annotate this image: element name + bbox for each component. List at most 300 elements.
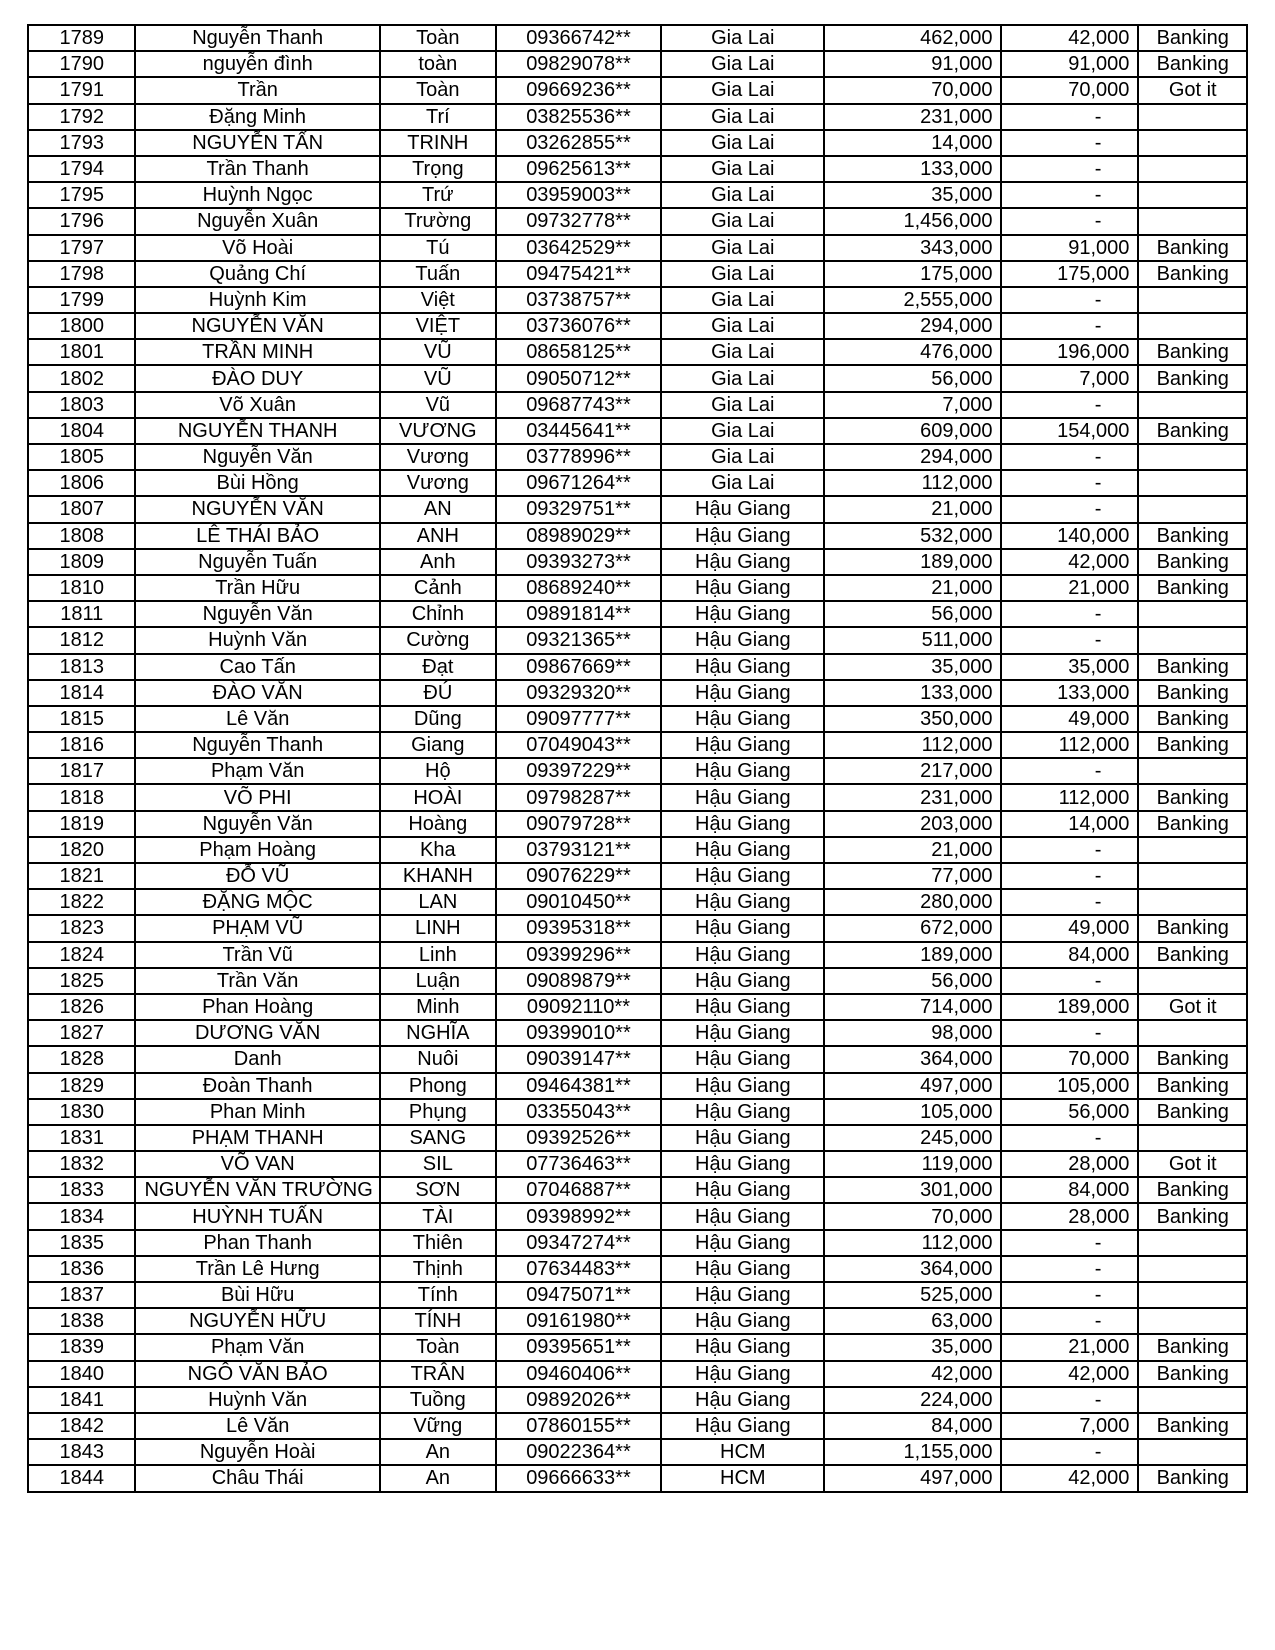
payment-status-cell (1138, 968, 1247, 994)
row-number-cell: 1803 (28, 392, 135, 418)
first-name-cell: VIỆT (380, 313, 496, 339)
row-number-cell: 1818 (28, 784, 135, 810)
phone-number-cell: 09039147** (496, 1046, 661, 1072)
phone-number-cell: 09829078** (496, 51, 661, 77)
payment-status-cell: Banking (1138, 235, 1247, 261)
table-row (28, 811, 1247, 837)
province-cell: Hậu Giang (661, 654, 824, 680)
table-row (28, 1203, 1247, 1229)
row-number-cell: 1844 (28, 1465, 135, 1491)
payment-status-cell: Banking (1138, 784, 1247, 810)
province-cell: Hậu Giang (661, 837, 824, 863)
phone-number-cell: 08658125** (496, 339, 661, 365)
paid-amount-cell: - (1001, 104, 1138, 130)
row-number-cell: 1816 (28, 732, 135, 758)
first-name-cell: Toàn (380, 25, 496, 51)
first-name-cell: LAN (380, 889, 496, 915)
phone-number-cell: 09079728** (496, 811, 661, 837)
paid-amount-cell: 140,000 (1001, 523, 1138, 549)
first-name-cell: TRINH (380, 130, 496, 156)
first-name-cell: Vững (380, 1413, 496, 1439)
last-middle-name-cell: Trần Thanh (135, 156, 379, 182)
payment-status-cell (1138, 470, 1247, 496)
last-middle-name-cell: ĐÀO VĂN (135, 680, 379, 706)
phone-number-cell: 03778996** (496, 444, 661, 470)
table-row (28, 287, 1247, 313)
payment-status-cell (1138, 392, 1247, 418)
phone-number-cell: 09398992** (496, 1203, 661, 1229)
phone-number-cell: 03355043** (496, 1099, 661, 1125)
table-row (28, 968, 1247, 994)
table-row (28, 1334, 1247, 1360)
payment-status-cell: Banking (1138, 1465, 1247, 1491)
phone-number-cell: 03445641** (496, 418, 661, 444)
first-name-cell: Trứ (380, 182, 496, 208)
table-row (28, 1020, 1247, 1046)
table-row (28, 1177, 1247, 1203)
first-name-cell: TÀI (380, 1203, 496, 1229)
first-name-cell: AN (380, 496, 496, 522)
payment-status-cell: Banking (1138, 1361, 1247, 1387)
payment-status-cell (1138, 601, 1247, 627)
row-number-cell: 1833 (28, 1177, 135, 1203)
row-number-cell: 1843 (28, 1439, 135, 1465)
paid-amount-cell: - (1001, 1308, 1138, 1334)
amount-cell: 532,000 (824, 523, 1001, 549)
phone-number-cell: 07736463** (496, 1151, 661, 1177)
phone-number-cell: 03738757** (496, 287, 661, 313)
table-row (28, 365, 1247, 391)
paid-amount-cell: - (1001, 1439, 1138, 1465)
amount-cell: 189,000 (824, 549, 1001, 575)
amount-cell: 364,000 (824, 1256, 1001, 1282)
last-middle-name-cell: Nguyễn Văn (135, 601, 379, 627)
first-name-cell: VƯƠNG (380, 418, 496, 444)
paid-amount-cell: 154,000 (1001, 418, 1138, 444)
payment-status-cell (1138, 313, 1247, 339)
province-cell: Hậu Giang (661, 1361, 824, 1387)
last-middle-name-cell: Phạm Văn (135, 758, 379, 784)
paid-amount-cell: 35,000 (1001, 654, 1138, 680)
last-middle-name-cell: ĐẶNG MỘC (135, 889, 379, 915)
first-name-cell: VŨ (380, 365, 496, 391)
last-middle-name-cell: Nguyễn Văn (135, 444, 379, 470)
phone-number-cell: 07046887** (496, 1177, 661, 1203)
table-row (28, 758, 1247, 784)
paid-amount-cell: - (1001, 130, 1138, 156)
province-cell: HCM (661, 1465, 824, 1491)
phone-number-cell: 09892026** (496, 1387, 661, 1413)
paid-amount-cell: 21,000 (1001, 1334, 1138, 1360)
last-middle-name-cell: Đoàn Thanh (135, 1073, 379, 1099)
last-middle-name-cell: NGÔ VĂN BẢO (135, 1361, 379, 1387)
amount-cell: 77,000 (824, 863, 1001, 889)
first-name-cell: Dũng (380, 706, 496, 732)
first-name-cell: TRÂN (380, 1361, 496, 1387)
amount-cell: 21,000 (824, 496, 1001, 522)
table-row (28, 1046, 1247, 1072)
province-cell: Hậu Giang (661, 496, 824, 522)
payment-status-cell (1138, 1439, 1247, 1465)
first-name-cell: Phụng (380, 1099, 496, 1125)
phone-number-cell: 08989029** (496, 523, 661, 549)
province-cell: Hậu Giang (661, 732, 824, 758)
row-number-cell: 1840 (28, 1361, 135, 1387)
payment-status-cell (1138, 130, 1247, 156)
first-name-cell: LINH (380, 915, 496, 941)
amount-cell: 476,000 (824, 339, 1001, 365)
table-row (28, 104, 1247, 130)
table-row (28, 654, 1247, 680)
amount-cell: 609,000 (824, 418, 1001, 444)
payment-status-cell: Banking (1138, 25, 1247, 51)
row-number-cell: 1827 (28, 1020, 135, 1046)
paid-amount-cell: - (1001, 837, 1138, 863)
phone-number-cell: 03736076** (496, 313, 661, 339)
table-row (28, 601, 1247, 627)
last-middle-name-cell: ĐỖ VŨ (135, 863, 379, 889)
payment-status-cell (1138, 758, 1247, 784)
first-name-cell: Trí (380, 104, 496, 130)
phone-number-cell: 07049043** (496, 732, 661, 758)
row-number-cell: 1831 (28, 1125, 135, 1151)
payment-status-cell (1138, 1387, 1247, 1413)
amount-cell: 511,000 (824, 627, 1001, 653)
last-middle-name-cell: Đặng Minh (135, 104, 379, 130)
amount-cell: 231,000 (824, 784, 1001, 810)
amount-cell: 217,000 (824, 758, 1001, 784)
amount-cell: 280,000 (824, 889, 1001, 915)
province-cell: Hậu Giang (661, 523, 824, 549)
last-middle-name-cell: Bùi Hồng (135, 470, 379, 496)
phone-number-cell: 09076229** (496, 863, 661, 889)
table-row (28, 1151, 1247, 1177)
phone-number-cell: 09460406** (496, 1361, 661, 1387)
payment-status-cell: Banking (1138, 1413, 1247, 1439)
first-name-cell: Vương (380, 444, 496, 470)
payment-status-cell: Got it (1138, 994, 1247, 1020)
phone-number-cell: 09397229** (496, 758, 661, 784)
amount-cell: 112,000 (824, 732, 1001, 758)
data-table (27, 24, 1248, 1493)
paid-amount-cell: - (1001, 182, 1138, 208)
last-middle-name-cell: Phan Thanh (135, 1230, 379, 1256)
row-number-cell: 1829 (28, 1073, 135, 1099)
row-number-cell: 1794 (28, 156, 135, 182)
payment-status-cell (1138, 1282, 1247, 1308)
last-middle-name-cell: Nguyễn Văn (135, 811, 379, 837)
province-cell: Gia Lai (661, 182, 824, 208)
paid-amount-cell: 133,000 (1001, 680, 1138, 706)
phone-number-cell: 03642529** (496, 235, 661, 261)
row-number-cell: 1798 (28, 261, 135, 287)
table-row (28, 915, 1247, 941)
province-cell: Gia Lai (661, 235, 824, 261)
last-middle-name-cell: Lê Văn (135, 706, 379, 732)
phone-number-cell: 09669236** (496, 77, 661, 103)
amount-cell: 56,000 (824, 601, 1001, 627)
paid-amount-cell: - (1001, 758, 1138, 784)
row-number-cell: 1837 (28, 1282, 135, 1308)
province-cell: Gia Lai (661, 470, 824, 496)
table-body (28, 25, 1247, 1492)
last-middle-name-cell: Phan Hoàng (135, 994, 379, 1020)
row-number-cell: 1811 (28, 601, 135, 627)
first-name-cell: Hộ (380, 758, 496, 784)
province-cell: Hậu Giang (661, 1282, 824, 1308)
amount-cell: 525,000 (824, 1282, 1001, 1308)
table-row (28, 77, 1247, 103)
paid-amount-cell: - (1001, 313, 1138, 339)
amount-cell: 14,000 (824, 130, 1001, 156)
province-cell: Hậu Giang (661, 1020, 824, 1046)
paid-amount-cell: - (1001, 1230, 1138, 1256)
payment-status-cell (1138, 1230, 1247, 1256)
row-number-cell: 1842 (28, 1413, 135, 1439)
table-row (28, 261, 1247, 287)
province-cell: Hậu Giang (661, 915, 824, 941)
payment-status-cell (1138, 156, 1247, 182)
paid-amount-cell: - (1001, 287, 1138, 313)
row-number-cell: 1821 (28, 863, 135, 889)
paid-amount-cell: 28,000 (1001, 1203, 1138, 1229)
table-row (28, 25, 1247, 51)
last-middle-name-cell: Nguyễn Xuân (135, 208, 379, 234)
row-number-cell: 1825 (28, 968, 135, 994)
payment-status-cell: Banking (1138, 261, 1247, 287)
row-number-cell: 1834 (28, 1203, 135, 1229)
row-number-cell: 1832 (28, 1151, 135, 1177)
row-number-cell: 1822 (28, 889, 135, 915)
province-cell: Gia Lai (661, 392, 824, 418)
payment-status-cell: Banking (1138, 680, 1247, 706)
phone-number-cell: 09347274** (496, 1230, 661, 1256)
row-number-cell: 1839 (28, 1334, 135, 1360)
paid-amount-cell: - (1001, 627, 1138, 653)
amount-cell: 56,000 (824, 365, 1001, 391)
table-row (28, 208, 1247, 234)
last-middle-name-cell: Châu Thái (135, 1465, 379, 1491)
phone-number-cell: 03825536** (496, 104, 661, 130)
row-number-cell: 1820 (28, 837, 135, 863)
first-name-cell: SANG (380, 1125, 496, 1151)
amount-cell: 1,456,000 (824, 208, 1001, 234)
amount-cell: 714,000 (824, 994, 1001, 1020)
payment-status-cell: Got it (1138, 77, 1247, 103)
last-middle-name-cell: NGUYỄN VĂN (135, 313, 379, 339)
paid-amount-cell: - (1001, 156, 1138, 182)
payment-status-cell: Got it (1138, 1151, 1247, 1177)
amount-cell: 112,000 (824, 1230, 1001, 1256)
last-middle-name-cell: Nguyễn Thanh (135, 25, 379, 51)
paid-amount-cell: - (1001, 863, 1138, 889)
payment-status-cell: Banking (1138, 523, 1247, 549)
province-cell: Hậu Giang (661, 680, 824, 706)
last-middle-name-cell: Huỳnh Văn (135, 1387, 379, 1413)
table-row (28, 182, 1247, 208)
amount-cell: 203,000 (824, 811, 1001, 837)
payment-status-cell: Banking (1138, 1073, 1247, 1099)
first-name-cell: VŨ (380, 339, 496, 365)
province-cell: Hậu Giang (661, 889, 824, 915)
table-row (28, 1465, 1247, 1491)
first-name-cell: ANH (380, 523, 496, 549)
amount-cell: 84,000 (824, 1413, 1001, 1439)
amount-cell: 35,000 (824, 182, 1001, 208)
phone-number-cell: 09671264** (496, 470, 661, 496)
amount-cell: 245,000 (824, 1125, 1001, 1151)
table-row (28, 1256, 1247, 1282)
last-middle-name-cell: NGUYỄN THANH (135, 418, 379, 444)
province-cell: Gia Lai (661, 365, 824, 391)
last-middle-name-cell: Trần Văn (135, 968, 379, 994)
first-name-cell: Đạt (380, 654, 496, 680)
paid-amount-cell: 42,000 (1001, 25, 1138, 51)
phone-number-cell: 09092110** (496, 994, 661, 1020)
table-row (28, 156, 1247, 182)
province-cell: Hậu Giang (661, 863, 824, 889)
province-cell: Hậu Giang (661, 1151, 824, 1177)
first-name-cell: Cảnh (380, 575, 496, 601)
phone-number-cell: 03793121** (496, 837, 661, 863)
province-cell: Gia Lai (661, 418, 824, 444)
first-name-cell: Trọng (380, 156, 496, 182)
phone-number-cell: 09366742** (496, 25, 661, 51)
amount-cell: 343,000 (824, 235, 1001, 261)
phone-number-cell: 09395651** (496, 1334, 661, 1360)
first-name-cell: Minh (380, 994, 496, 1020)
table-row (28, 994, 1247, 1020)
table-row (28, 1387, 1247, 1413)
row-number-cell: 1830 (28, 1099, 135, 1125)
last-middle-name-cell: PHẠM THANH (135, 1125, 379, 1151)
last-middle-name-cell: Huỳnh Ngọc (135, 182, 379, 208)
amount-cell: 2,555,000 (824, 287, 1001, 313)
row-number-cell: 1805 (28, 444, 135, 470)
table-row (28, 51, 1247, 77)
province-cell: Hậu Giang (661, 575, 824, 601)
amount-cell: 294,000 (824, 313, 1001, 339)
row-number-cell: 1790 (28, 51, 135, 77)
amount-cell: 350,000 (824, 706, 1001, 732)
phone-number-cell: 09050712** (496, 365, 661, 391)
row-number-cell: 1804 (28, 418, 135, 444)
row-number-cell: 1817 (28, 758, 135, 784)
table-row (28, 470, 1247, 496)
table-row (28, 523, 1247, 549)
province-cell: Hậu Giang (661, 1230, 824, 1256)
table-row (28, 627, 1247, 653)
payment-status-cell: Banking (1138, 706, 1247, 732)
row-number-cell: 1806 (28, 470, 135, 496)
amount-cell: 497,000 (824, 1073, 1001, 1099)
phone-number-cell: 09666633** (496, 1465, 661, 1491)
payment-status-cell (1138, 104, 1247, 130)
phone-number-cell: 09395318** (496, 915, 661, 941)
first-name-cell: Thịnh (380, 1256, 496, 1282)
phone-number-cell: 03959003** (496, 182, 661, 208)
first-name-cell: Việt (380, 287, 496, 313)
province-cell: Gia Lai (661, 51, 824, 77)
amount-cell: 462,000 (824, 25, 1001, 51)
province-cell: Hậu Giang (661, 1073, 824, 1099)
first-name-cell: Giang (380, 732, 496, 758)
amount-cell: 63,000 (824, 1308, 1001, 1334)
phone-number-cell: 09687743** (496, 392, 661, 418)
paid-amount-cell: - (1001, 1125, 1138, 1151)
first-name-cell: HOÀI (380, 784, 496, 810)
table-row (28, 392, 1247, 418)
last-middle-name-cell: Võ Xuân (135, 392, 379, 418)
payment-status-cell: Banking (1138, 732, 1247, 758)
row-number-cell: 1789 (28, 25, 135, 51)
payment-status-cell (1138, 1125, 1247, 1151)
last-middle-name-cell: nguyễn đình (135, 51, 379, 77)
phone-number-cell: 09010450** (496, 889, 661, 915)
paid-amount-cell: - (1001, 444, 1138, 470)
province-cell: Gia Lai (661, 104, 824, 130)
row-number-cell: 1799 (28, 287, 135, 313)
amount-cell: 35,000 (824, 654, 1001, 680)
amount-cell: 91,000 (824, 51, 1001, 77)
table-row (28, 575, 1247, 601)
paid-amount-cell: 112,000 (1001, 732, 1138, 758)
phone-number-cell: 09392526** (496, 1125, 661, 1151)
phone-number-cell: 08689240** (496, 575, 661, 601)
last-middle-name-cell: VÕ VAN (135, 1151, 379, 1177)
first-name-cell: Toàn (380, 1334, 496, 1360)
paid-amount-cell: - (1001, 496, 1138, 522)
payment-status-cell (1138, 863, 1247, 889)
table-row (28, 680, 1247, 706)
first-name-cell: NGHĨA (380, 1020, 496, 1046)
last-middle-name-cell: Nguyễn Thanh (135, 732, 379, 758)
phone-number-cell: 09321365** (496, 627, 661, 653)
paid-amount-cell: - (1001, 601, 1138, 627)
province-cell: Gia Lai (661, 130, 824, 156)
paid-amount-cell: - (1001, 1256, 1138, 1282)
last-middle-name-cell: Phạm Hoàng (135, 837, 379, 863)
row-number-cell: 1800 (28, 313, 135, 339)
payment-status-cell: Banking (1138, 418, 1247, 444)
province-cell: HCM (661, 1439, 824, 1465)
last-middle-name-cell: DƯƠNG VĂN (135, 1020, 379, 1046)
paid-amount-cell: 49,000 (1001, 706, 1138, 732)
row-number-cell: 1793 (28, 130, 135, 156)
phone-number-cell: 09393273** (496, 549, 661, 575)
paid-amount-cell: 91,000 (1001, 51, 1138, 77)
paid-amount-cell: 105,000 (1001, 1073, 1138, 1099)
payment-status-cell (1138, 444, 1247, 470)
table-row (28, 1282, 1247, 1308)
last-middle-name-cell: Trần Hữu (135, 575, 379, 601)
row-number-cell: 1809 (28, 549, 135, 575)
last-middle-name-cell: Huỳnh Văn (135, 627, 379, 653)
amount-cell: 112,000 (824, 470, 1001, 496)
table-row (28, 1439, 1247, 1465)
row-number-cell: 1813 (28, 654, 135, 680)
last-middle-name-cell: Phan Minh (135, 1099, 379, 1125)
phone-number-cell: 09089879** (496, 968, 661, 994)
paid-amount-cell: 28,000 (1001, 1151, 1138, 1177)
payment-status-cell: Banking (1138, 915, 1247, 941)
row-number-cell: 1823 (28, 915, 135, 941)
province-cell: Gia Lai (661, 25, 824, 51)
first-name-cell: An (380, 1465, 496, 1491)
row-number-cell: 1812 (28, 627, 135, 653)
table-row (28, 706, 1247, 732)
last-middle-name-cell: HUỲNH TUẤN (135, 1203, 379, 1229)
